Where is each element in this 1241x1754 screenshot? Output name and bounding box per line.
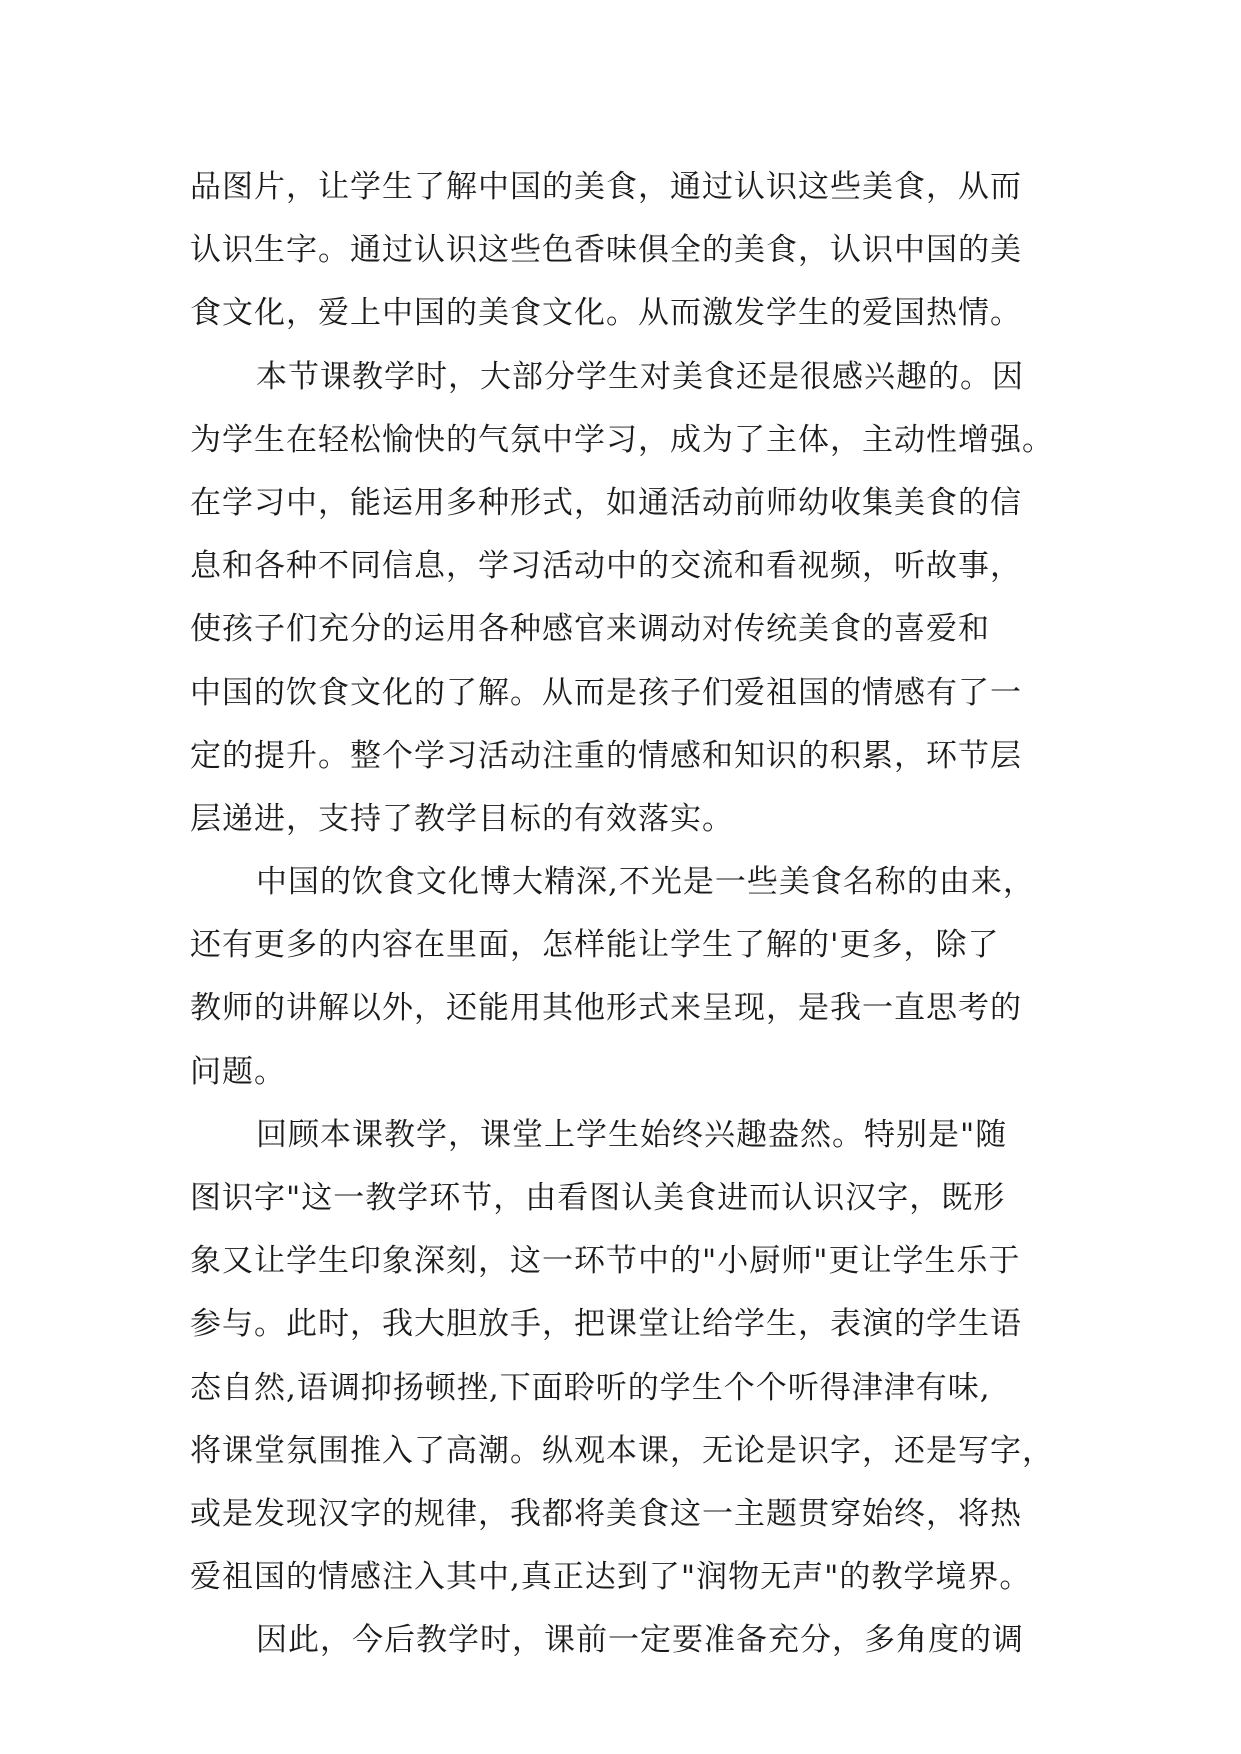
text-line: 在学习中，能运用多种形式，如通活动前师幼收集美食的信 bbox=[190, 484, 1022, 521]
text-line: 中国的饮食文化的了解。从而是孩子们爱祖国的情感有了一 bbox=[190, 674, 1022, 711]
text-line: 息和各种不同信息，学习活动中的交流和看视频，听故事， bbox=[190, 548, 1022, 585]
text-line: 回顾本课教学，课堂上学生始终兴趣盎然。特别是"随 bbox=[256, 1116, 1008, 1153]
text-line: 层递进，支持了教学目标的有效落实。 bbox=[190, 800, 734, 837]
text-line: 将课堂氛围推入了高潮。纵观本课，无论是识字，还是写字， bbox=[190, 1432, 1054, 1469]
text-line: 因此，今后教学时，课前一定要准备充分，多角度的调 bbox=[256, 1622, 1024, 1659]
text-line: 品图片，让学生了解中国的美食，通过认识这些美食，从而 bbox=[190, 169, 1022, 205]
text-line: 使孩子们充分的运用各种感官来调动对传统美食的喜爱和 bbox=[190, 611, 990, 648]
text-line: 教师的讲解以外，还能用其他形式来呈现，是我一直思考的 bbox=[190, 990, 1022, 1027]
text-line: 爱祖国的情感注入其中,真正达到了"润物无声"的教学境界。 bbox=[190, 1559, 1032, 1596]
text-line: 问题。 bbox=[190, 1053, 286, 1090]
text-line: 食文化，爱上中国的美食文化。从而激发学生的爱国热情。 bbox=[190, 295, 1022, 332]
text-line: 认识生字。通过认识这些色香味俱全的美食，认识中国的美 bbox=[190, 232, 1022, 269]
text-line: 中国的饮食文化博大精深,不光是一些美食名称的由来， bbox=[256, 864, 1035, 901]
body-text bbox=[190, 156, 1060, 1673]
text-line: 参与。此时，我大胆放手，把课堂让给学生，表演的学生语 bbox=[190, 1306, 1022, 1343]
text-line: 象又让学生印象深刻，这一环节中的"小厨师"更让学生乐于 bbox=[190, 1243, 1021, 1280]
text-line: 态自然,语调抑扬顿挫,下面聆听的学生个个听得津津有味, bbox=[190, 1369, 991, 1406]
text-line: 还有更多的内容在里面，怎样能让学生了解的'更多，除了 bbox=[190, 927, 1000, 964]
text-line: 图识字"这一教学环节，由看图认美食进而认识汉字，既形 bbox=[190, 1180, 1006, 1216]
text-line: 为学生在轻松愉快的气氛中学习，成为了主体，主动性增强。 bbox=[190, 421, 1054, 458]
text-line: 本节课教学时，大部分学生对美食还是很感兴趣的。因 bbox=[256, 358, 1024, 395]
text-line: 定的提升。整个学习活动注重的情感和知识的积累，环节层 bbox=[190, 737, 1022, 774]
text-line: 或是发现汉字的规律，我都将美食这一主题贯穿始终，将热 bbox=[190, 1495, 1022, 1532]
